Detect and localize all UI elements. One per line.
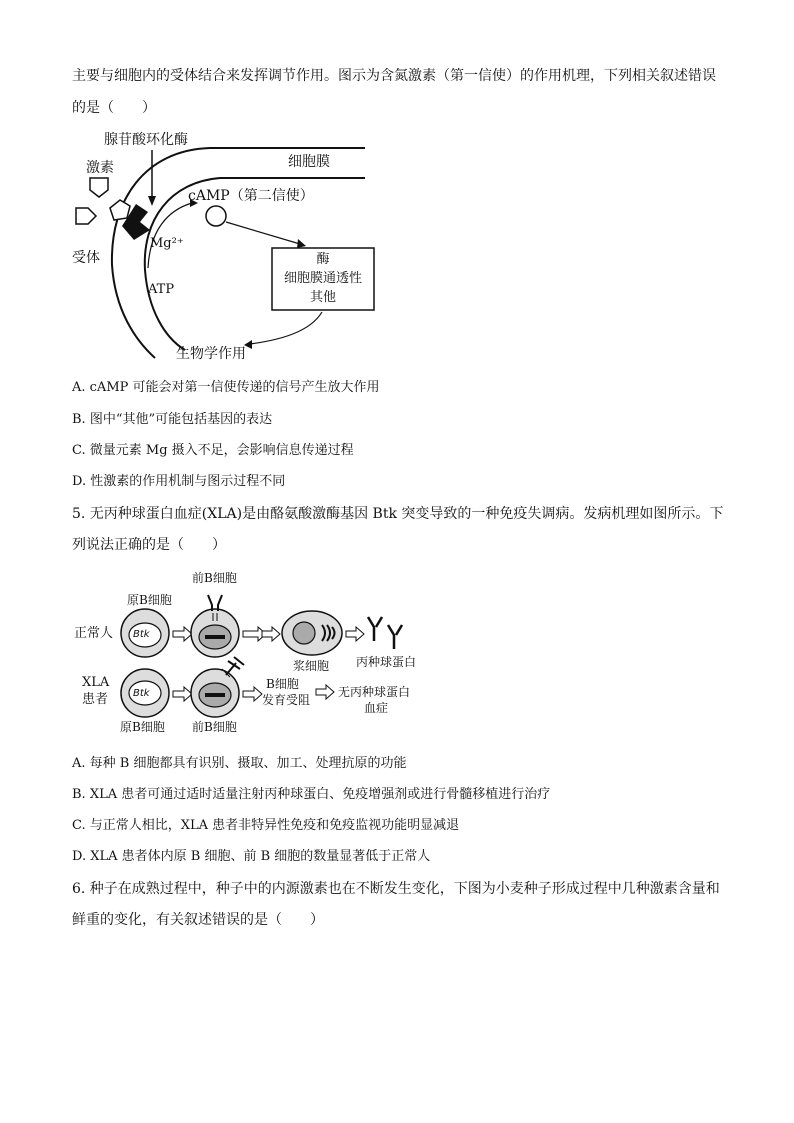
hormone-mechanism-diagram: [0, 0, 794, 380]
no-gamma-label-1: 无丙种球蛋白: [338, 685, 411, 699]
mg-label: Mg²⁺: [150, 236, 184, 251]
box-other-label: 其他: [309, 290, 336, 305]
xla-label: XLA: [82, 675, 110, 690]
pro-b-top-label: 原B细胞: [127, 593, 172, 607]
hormone-label: 激素: [86, 160, 114, 176]
camp-to-box-arrow: [226, 222, 300, 244]
q4-option-b: B. 图中“其他”可能包括基因的表达: [72, 412, 273, 427]
xla-mechanism-figure: [0, 565, 794, 740]
xla-mechanism-diagram: [0, 565, 794, 740]
q6-stem-line-2: 鲜重的变化，有关叙述错误的是（ ）: [72, 912, 324, 928]
btk-gene-label-xla: Btk: [133, 688, 150, 699]
box-permeability-label: 细胞膜通透性: [283, 271, 362, 286]
development-blocked-label: 发育受阻: [262, 693, 311, 707]
membrane-label: 细胞膜: [288, 154, 330, 170]
antibody-icon-2: [388, 625, 402, 649]
camp-label: cAMP（第二信使）: [188, 188, 314, 204]
normal-person-label: 正常人: [74, 626, 114, 641]
adenylate-cyclase-label: 腺苷酸环化酶: [104, 132, 188, 148]
intro-line-1: 主要与细胞内的受体结合来发挥调节作用。图示为含氮激素（第一信使）的作用机理，下列相关叙述错误: [72, 68, 716, 84]
patient-label: 患者: [82, 692, 109, 707]
box-enzyme-label: 酶: [316, 252, 330, 267]
intro-line-2: 的是（ ）: [72, 100, 156, 116]
q5-stem-line-1: 5. 无丙种球蛋白血症(XLA)是由酪氨酸激酶基因 Btk 突变导致的一种免疫失调病。发病机理如图所示。下: [72, 506, 724, 522]
q4-option-c: C. 微量元素 Mg 摄入不足，会影响信息传递过程: [72, 443, 354, 458]
receptor-label: 受体: [72, 250, 100, 266]
q5-stem-line-2: 列说法正确的是（ ）: [72, 537, 226, 553]
biological-effect-label: 生物学作用: [176, 346, 246, 362]
q5-option-d: D. XLA 患者体内原 B 细胞、前 B 细胞的数量显著低于正常人: [72, 849, 431, 864]
atp-label: ATP: [148, 282, 175, 297]
b-cell-label: B细胞: [266, 677, 299, 691]
q6-stem-line-1: 6. 种子在成熟过程中，种子中的内源激素也在不断发生变化，下图为小麦种子形成过程中几种激素含量和: [72, 881, 720, 897]
q4-option-d: D. 性激素的作用机制与图示过程不同: [72, 474, 286, 489]
plasma-cell-label: 浆细胞: [293, 659, 330, 673]
hormone-left-icon: [76, 208, 96, 224]
hormone-mechanism-figure: [0, 0, 794, 380]
pro-b-bottom-label: 原B细胞: [120, 720, 165, 734]
hormone-icon: [90, 178, 108, 197]
bound-hormone-icon: [110, 200, 130, 220]
q4-option-a: A. cAMP 可能会对第一信使传递的信号产生放大作用: [72, 380, 380, 395]
q5-option-b: B. XLA 患者可通过适时适量注射丙种球蛋白、免疫增强剂或进行骨髓移植进行治疗: [72, 787, 551, 802]
antibody-icon: [368, 617, 382, 641]
btk-gene-label-normal: Btk: [133, 629, 150, 640]
q5-option-c: C. 与正常人相比，XLA 患者非特异性免疫和免疫监视功能明显减退: [72, 818, 460, 833]
gamma-globulin-label: 丙种球蛋白: [356, 655, 417, 669]
pre-b-bottom-label: 前B细胞: [192, 720, 237, 734]
q5-option-a: A. 每种 B 细胞都具有识别、摄取、加工、处理抗原的功能: [72, 756, 407, 771]
camp-molecule: [206, 206, 226, 226]
pre-b-top-label: 前B细胞: [192, 571, 237, 585]
no-gamma-label-2: 血症: [364, 701, 389, 715]
